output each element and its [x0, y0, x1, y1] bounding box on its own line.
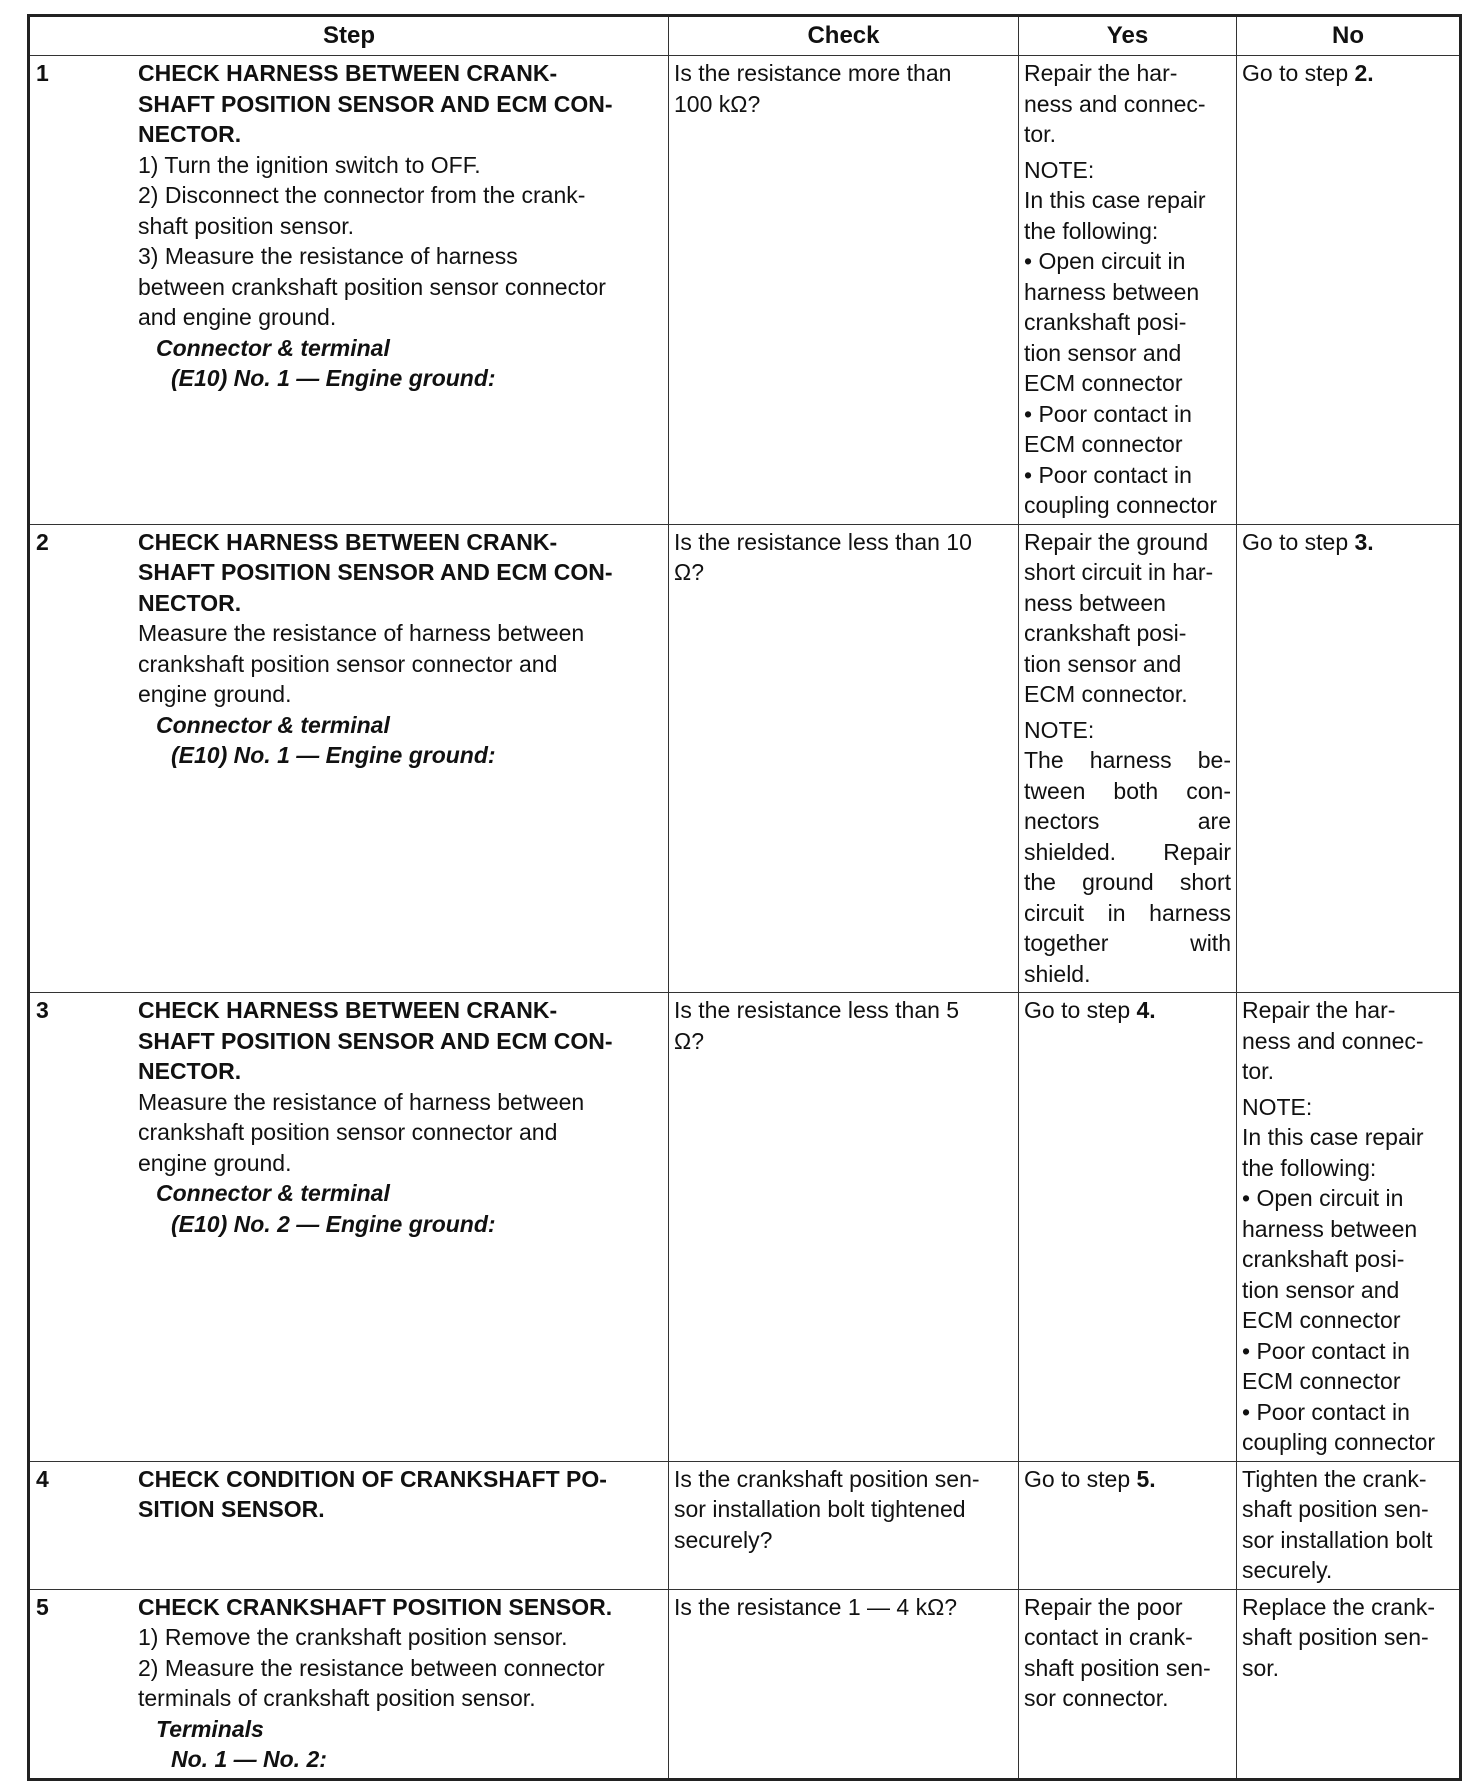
note-line: crankshaft posi- — [1024, 309, 1187, 335]
step-title: SHAFT POSITION SENSOR AND ECM CON- — [138, 559, 613, 585]
yes-line: Repair the har- — [1024, 60, 1178, 86]
step-description — [136, 525, 668, 774]
check-cell — [669, 993, 1019, 1462]
spec-heading: Connector & terminal — [156, 1180, 390, 1206]
no-cell — [1237, 56, 1461, 525]
note-line: the ground short — [1024, 869, 1231, 895]
step-description — [136, 56, 668, 397]
check-line: Is the resistance less than 5 — [674, 997, 960, 1023]
note-line: ECM connector — [1024, 370, 1183, 396]
spec-value: No. 1 — No. 2: — [171, 1746, 327, 1772]
yes-line: crankshaft posi- — [1024, 620, 1187, 646]
step-title: CHECK HARNESS BETWEEN CRANK- — [138, 60, 558, 86]
header-step: Step — [29, 16, 669, 56]
header-yes: Yes — [1019, 16, 1237, 56]
no-line: shaft position sen- — [1242, 1496, 1429, 1522]
check-line: Ω? — [674, 559, 704, 585]
note-line: tion sensor and — [1242, 1276, 1400, 1303]
check-line: Is the resistance less than 10 — [674, 528, 972, 555]
note-line: circuit in harness — [1024, 899, 1231, 926]
yes-cell — [1019, 1461, 1237, 1589]
step-cell — [29, 1589, 669, 1779]
yes-line: ness and connec- — [1024, 90, 1206, 117]
no-cell — [1237, 993, 1461, 1462]
step-title: CHECK CONDITION OF CRANKSHAFT PO- — [138, 1465, 607, 1492]
step-line: between crankshaft position sensor connector — [138, 273, 606, 300]
note-line: ECM connector — [1242, 1368, 1401, 1394]
no-line: Replace the crank- — [1242, 1593, 1436, 1620]
diagnostic-table — [27, 14, 1462, 1781]
check-line: Ω? — [674, 1027, 704, 1054]
table-row — [29, 1461, 1461, 1589]
no-line: securely. — [1242, 1557, 1333, 1583]
check-line: 100 kΩ? — [674, 90, 761, 117]
step-cell — [29, 993, 669, 1462]
note-line: shielded. Repair — [1024, 838, 1231, 865]
goto-step: 3. — [1354, 528, 1374, 555]
yes-line: contact in crank- — [1024, 1624, 1193, 1650]
yes-line: Repair the ground — [1024, 528, 1209, 555]
check-line: Is the resistance more than — [674, 60, 952, 86]
step-line: 2) Measure the resistance between connector — [138, 1654, 605, 1681]
note-line: coupling connector — [1024, 492, 1218, 518]
check-cell — [669, 1461, 1019, 1589]
no-cell — [1237, 1461, 1461, 1589]
note-label: NOTE: — [1024, 716, 1095, 743]
step-title: NECTOR. — [138, 121, 242, 147]
step-line: engine ground. — [138, 1149, 292, 1176]
spec-heading: Terminals — [156, 1715, 264, 1742]
note-line: • Poor contact in — [1242, 1398, 1410, 1425]
step-cell — [29, 1461, 669, 1589]
goto-text: Go to step — [1242, 528, 1355, 555]
step-title: SITION SENSOR. — [138, 1496, 325, 1522]
step-line: Measure the resistance of harness between — [138, 1088, 585, 1115]
note-line: together with — [1024, 930, 1231, 956]
step-description — [136, 1462, 668, 1528]
check-line: sor installation bolt tightened — [674, 1496, 966, 1522]
table-row — [29, 1589, 1461, 1779]
goto-step: 4. — [1136, 997, 1156, 1023]
header-row — [29, 16, 1461, 56]
goto-step: 5. — [1136, 1465, 1156, 1492]
step-line: Measure the resistance of harness between — [138, 620, 585, 646]
yes-cell — [1019, 524, 1237, 993]
yes-cell — [1019, 993, 1237, 1462]
note-line: tween both con- — [1024, 777, 1231, 804]
header-check: Check — [669, 16, 1019, 56]
step-cell — [29, 56, 669, 525]
step-title: CHECK HARNESS BETWEEN CRANK- — [138, 528, 558, 555]
note-line: The harness be- — [1024, 747, 1231, 773]
yes-line: ECM connector. — [1024, 681, 1188, 707]
step-cell — [29, 524, 669, 993]
step-line: 2) Disconnect the connector from the crank- — [138, 182, 586, 208]
note-line: the following: — [1024, 217, 1159, 244]
note-line: In this case repair — [1024, 187, 1206, 213]
goto-text: Go to step — [1242, 60, 1355, 86]
note-line: tion sensor and — [1024, 339, 1182, 366]
diagnostic-procedure-sheet — [27, 14, 1459, 1781]
step-number: 3 — [36, 997, 49, 1023]
check-line: Is the resistance 1 — 4 kΩ? — [674, 1593, 958, 1620]
no-cell — [1237, 1589, 1461, 1779]
step-title: NECTOR. — [138, 589, 242, 616]
note-line: the following: — [1242, 1154, 1377, 1181]
step-line: engine ground. — [138, 681, 292, 707]
check-cell — [669, 524, 1019, 993]
note-label: NOTE: — [1242, 1093, 1313, 1120]
check-line: securely? — [674, 1526, 773, 1553]
no-cell — [1237, 524, 1461, 993]
step-description — [136, 1590, 668, 1778]
step-description — [136, 993, 668, 1242]
step-line: crankshaft position sensor connector and — [138, 650, 558, 677]
step-line: 1) Turn the ignition switch to OFF. — [138, 151, 481, 178]
no-line: tor. — [1242, 1058, 1274, 1084]
yes-line: tor. — [1024, 121, 1056, 147]
step-number: 4 — [36, 1465, 49, 1492]
note-label: NOTE: — [1024, 156, 1095, 183]
note-line: coupling connector — [1242, 1429, 1436, 1455]
yes-line: sor connector. — [1024, 1685, 1169, 1711]
no-line: shaft position sen- — [1242, 1624, 1429, 1650]
table-row — [29, 524, 1461, 993]
spec-value: (E10) No. 2 — Engine ground: — [171, 1210, 496, 1237]
no-line: Tighten the crank- — [1242, 1465, 1427, 1492]
spec-heading: Connector & terminal — [156, 334, 390, 361]
note-line: ECM connector — [1024, 431, 1183, 457]
goto-step: 2. — [1354, 60, 1374, 86]
spec-heading: Connector & terminal — [156, 711, 390, 738]
note-line: • Poor contact in — [1242, 1337, 1410, 1364]
no-line: Repair the har- — [1242, 997, 1396, 1023]
step-line: 3) Measure the resistance of harness — [138, 243, 518, 269]
step-line: and engine ground. — [138, 304, 337, 330]
step-number: 2 — [36, 528, 49, 555]
step-number: 1 — [36, 60, 49, 86]
goto-text: Go to step — [1024, 1465, 1137, 1492]
yes-line: tion sensor and — [1024, 650, 1182, 677]
check-cell — [669, 56, 1019, 525]
note-line: harness between — [1024, 278, 1200, 305]
yes-line: shaft position sen- — [1024, 1654, 1211, 1681]
yes-cell — [1019, 56, 1237, 525]
step-line: terminals of crankshaft position sensor. — [138, 1685, 536, 1711]
table-row — [29, 56, 1461, 525]
step-line: shaft position sensor. — [138, 212, 355, 239]
step-title: SHAFT POSITION SENSOR AND ECM CON- — [138, 1027, 613, 1054]
yes-line: short circuit in har- — [1024, 559, 1214, 585]
note-line: • Open circuit in — [1242, 1185, 1404, 1211]
step-title: CHECK HARNESS BETWEEN CRANK- — [138, 997, 558, 1023]
yes-line: Repair the poor — [1024, 1593, 1183, 1620]
yes-cell — [1019, 1589, 1237, 1779]
no-line: sor. — [1242, 1654, 1280, 1681]
note-line: In this case repair — [1242, 1124, 1424, 1150]
no-line: sor installation bolt — [1242, 1526, 1433, 1553]
check-line: Is the crankshaft position sen- — [674, 1465, 980, 1492]
step-title: CHECK CRANKSHAFT POSITION SENSOR. — [138, 1593, 613, 1620]
no-line: ness and connec- — [1242, 1027, 1424, 1054]
note-line: ECM connector — [1242, 1307, 1401, 1333]
note-line: • Poor contact in — [1024, 400, 1192, 427]
step-line: crankshaft position sensor connector and — [138, 1119, 558, 1145]
header-no: No — [1237, 16, 1461, 56]
spec-value: (E10) No. 1 — Engine ground: — [171, 742, 496, 768]
note-line: • Open circuit in — [1024, 248, 1186, 274]
note-line: • Poor contact in — [1024, 461, 1192, 488]
check-cell — [669, 1589, 1019, 1779]
note-line: harness between — [1242, 1215, 1418, 1242]
goto-text: Go to step — [1024, 997, 1137, 1023]
spec-value: (E10) No. 1 — Engine ground: — [171, 365, 496, 391]
step-title: SHAFT POSITION SENSOR AND ECM CON- — [138, 90, 613, 117]
note-line: shield. — [1024, 960, 1091, 987]
step-title: NECTOR. — [138, 1058, 242, 1084]
step-line: 1) Remove the crankshaft position sensor. — [138, 1624, 568, 1650]
note-line: crankshaft posi- — [1242, 1246, 1405, 1272]
table-row — [29, 993, 1461, 1462]
yes-line: ness between — [1024, 589, 1166, 616]
step-number: 5 — [36, 1593, 49, 1620]
note-line: nectors are — [1024, 808, 1231, 834]
